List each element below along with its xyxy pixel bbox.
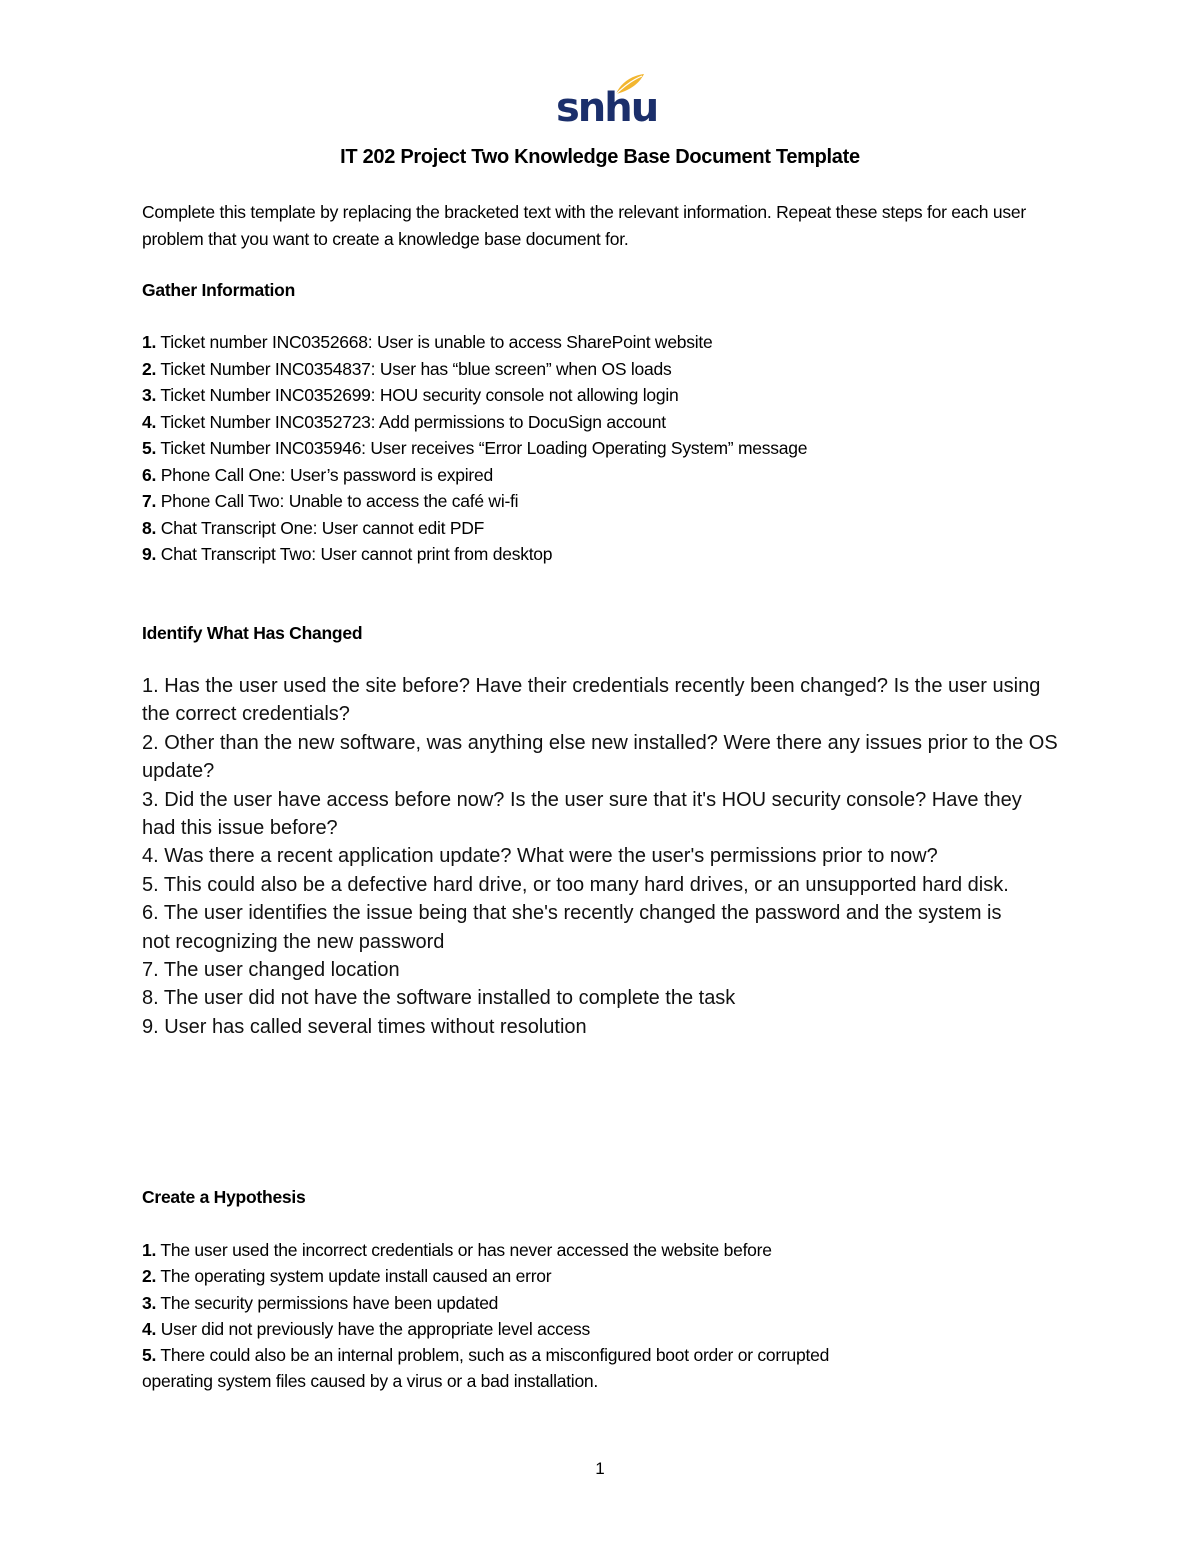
list-item: operating system files caused by a virus or a bad installation.	[142, 1371, 599, 1392]
list-item: 5. There could also be an internal problem, such as a misconfigured boot order or corrupted	[142, 1345, 830, 1366]
list-item: 3. Did the user have access before now? Is the user sure that it's HOU security console? Have they	[142, 788, 1022, 811]
list-item: 6. Phone Call One: User’s password is expired	[142, 464, 493, 485]
list-item: 9. User has called several times without resolution	[142, 1015, 587, 1038]
list-item: 8. Chat Transcript One: User cannot edit PDF	[142, 517, 485, 538]
list-item: 5. Ticket Number INC035946: User receives “Error Loading Operating System” message	[142, 438, 808, 458]
list-item: 1. The user used the incorrect credentials or has never accessed the website before	[142, 1240, 772, 1260]
list-item: 5. This could also be a defective hard drive, or too many hard drives, or an unsupported hard disk.	[142, 873, 1009, 896]
list-item: 2. Other than the new software, was anything else new installed? Were there any issues prior to the OS update?	[142, 731, 1058, 783]
snhu-logo	[556, 72, 658, 134]
list-item: 6. The user identifies the issue being that she's recently changed the password and the system is	[142, 902, 1002, 925]
identify-changes-heading: Identify What Has Changed	[142, 623, 363, 643]
hypothesis-heading: Create a Hypothesis	[142, 1187, 306, 1207]
list-item: 2. The operating system update install caused an error	[142, 1266, 552, 1287]
document-title: IT 202 Project Two Knowledge Base Document Template	[340, 146, 860, 168]
logo-text: snhu	[556, 85, 658, 131]
list-item: 4. User did not previously have the appropriate level access	[142, 1318, 591, 1339]
hypothesis-list	[142, 1237, 1072, 1395]
page-number: 1	[595, 1459, 605, 1478]
list-item: 7. The user changed location	[142, 959, 400, 982]
list-item: 8. The user did not have the software installed to complete the task	[142, 987, 736, 1010]
list-item: 2. Ticket Number INC0354837: User has “blue screen” when OS loads	[142, 358, 672, 379]
list-item: 4. Ticket Number INC0352723: Add permissions to DocuSign account	[142, 411, 666, 432]
list-item: had this issue before?	[142, 817, 338, 840]
identify-changes-list	[142, 672, 1072, 1041]
list-item: 4. Was there a recent application update? What were the user's permissions prior to now?	[142, 845, 938, 868]
list-item: 9. Chat Transcript Two: User cannot print from desktop	[142, 544, 553, 564]
list-item: not recognizing the new password	[142, 930, 445, 953]
list-item: 3. Ticket Number INC0352699: HOU security console not allowing login	[142, 385, 679, 405]
list-item: 1. Ticket number INC0352668: User is unable to access SharePoint website	[142, 332, 713, 352]
gather-information-heading: Gather Information	[142, 280, 296, 300]
gather-information-list	[142, 329, 1072, 568]
list-item: 1. Has the user used the site before? Have their credentials recently been changed? Is the user using the correct credentials?	[142, 675, 1041, 726]
list-item: 3. The security permissions have been updated	[142, 1292, 499, 1313]
list-item: 7. Phone Call Two: Unable to access the café wi-fi	[142, 491, 519, 511]
intro-paragraph: Complete this template by replacing the bracketed text with the relevant information. Repeat these steps for each user problem that you want to create a knowledge base document for.	[142, 202, 1026, 249]
